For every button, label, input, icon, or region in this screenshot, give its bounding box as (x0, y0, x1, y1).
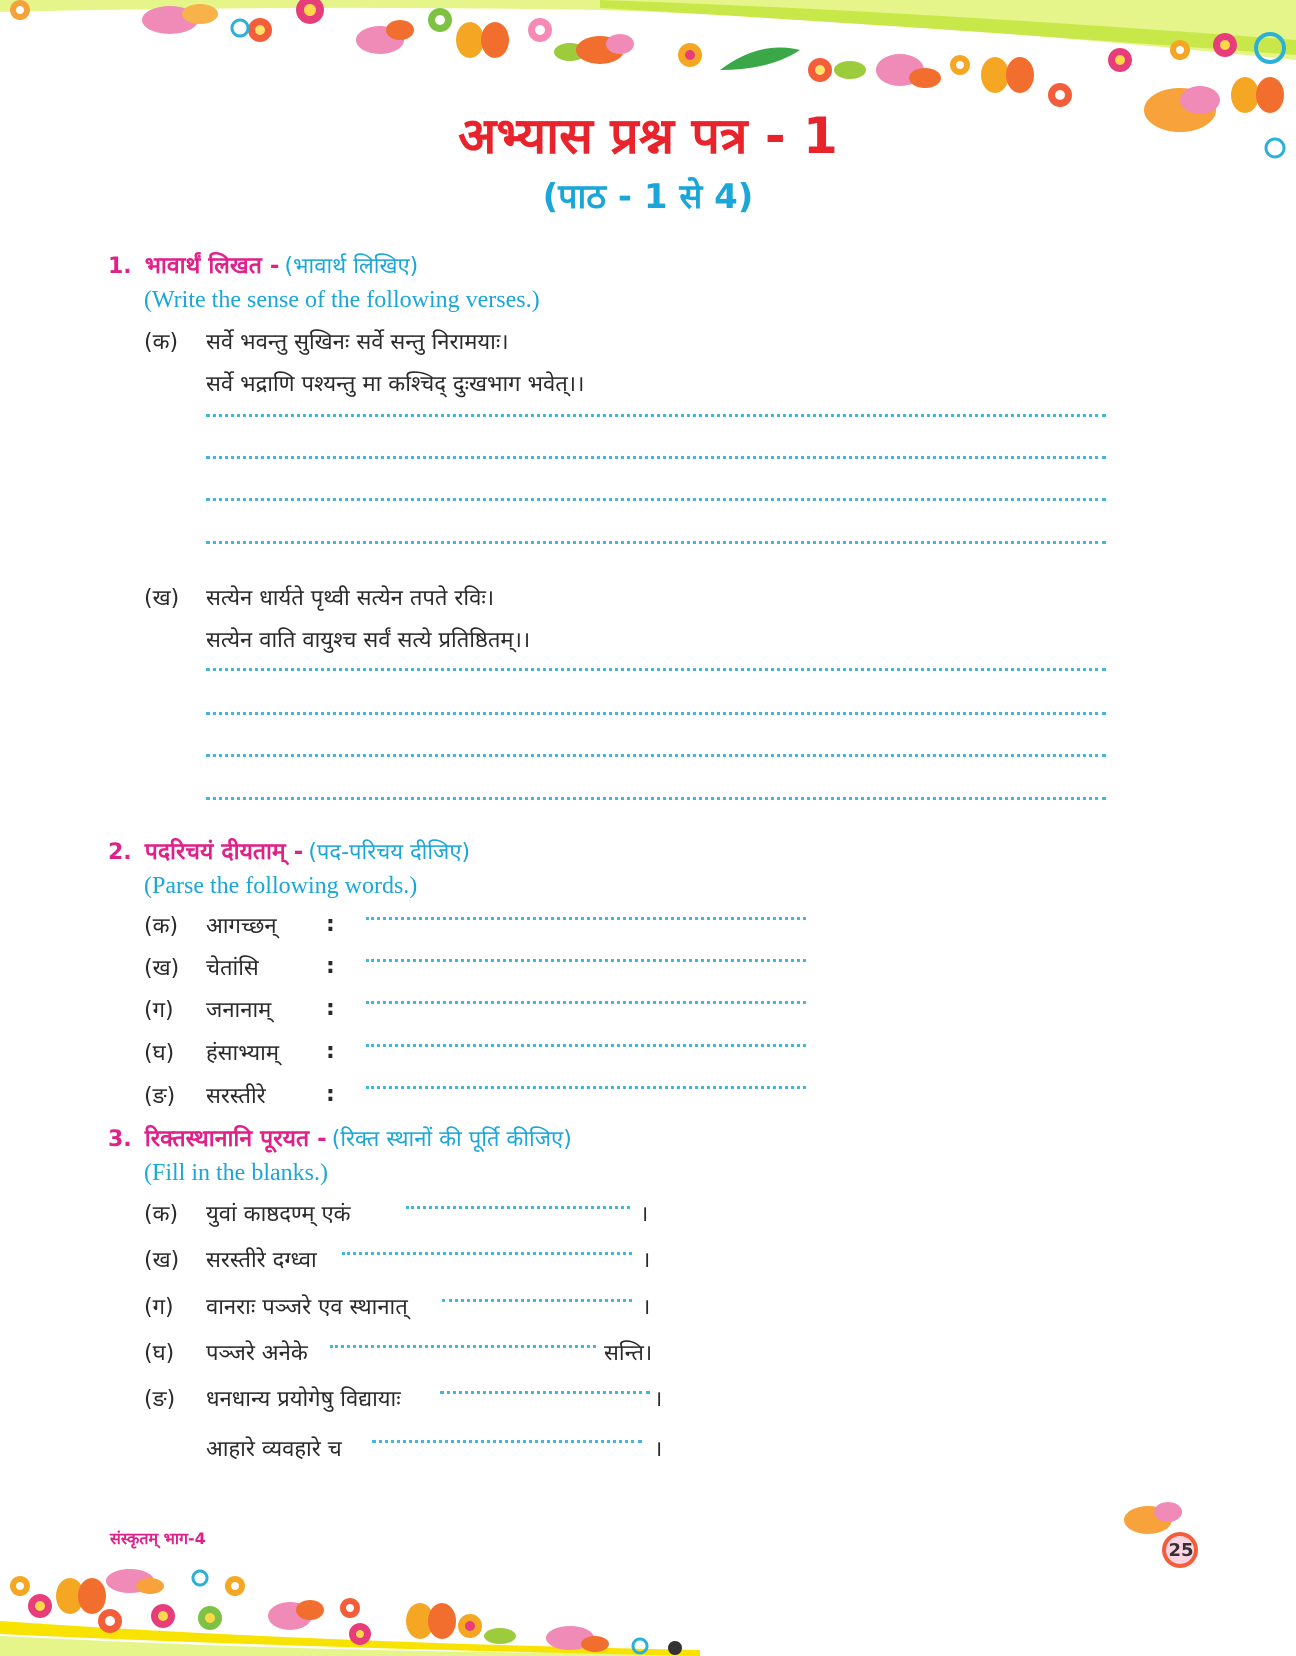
flower-icon (458, 1614, 482, 1638)
colon: : (326, 1082, 335, 1107)
flower-icon (668, 1641, 682, 1655)
flower-icon (808, 58, 832, 82)
butterfly-icon (456, 22, 509, 58)
page-title: अभ्यास प्रश्न पत्र - 1 (458, 107, 838, 165)
flower-icon (151, 1604, 175, 1628)
parse-word: आगच्छन् (206, 914, 277, 939)
item-label: (घ) (144, 1041, 175, 1066)
question-hindi: (रिक्त स्थानों की पूर्ति कीजिए) (331, 1127, 572, 1152)
parse-word: चेतांसि (206, 956, 259, 981)
flower-icon (528, 18, 552, 42)
blank-sentence: वानराः पञ्जरे एव स्थानात् (206, 1295, 408, 1320)
parse-word: हंसाभ्याम् (206, 1041, 280, 1066)
sentence-end: । (654, 1437, 663, 1462)
question-english: (Fill in the blanks.) (144, 1160, 328, 1186)
parse-word: सरस्तीरे (206, 1084, 266, 1109)
blank-line[interactable] (330, 1345, 596, 1348)
sentence-end: । (642, 1248, 651, 1273)
flower-icon (248, 18, 272, 42)
flower-icon (1213, 33, 1237, 57)
flower-icon (10, 0, 30, 20)
butterfly-icon (356, 20, 414, 54)
parse-word: जनानाम् (206, 998, 272, 1023)
flower-icon (678, 43, 702, 67)
flower-icon (1108, 48, 1132, 72)
flower-icon (198, 1606, 222, 1630)
answer-line[interactable] (206, 456, 1106, 459)
page-number: 25 (1168, 1540, 1194, 1561)
answer-line[interactable] (366, 1086, 806, 1089)
answer-line[interactable] (206, 754, 1106, 757)
colon: : (326, 1039, 335, 1064)
item-label: (ङ) (144, 1387, 176, 1412)
blank-line[interactable] (442, 1299, 632, 1302)
question-heading: रिक्तस्थानानि पूरयत - (144, 1126, 327, 1152)
blank-line[interactable] (406, 1206, 630, 1209)
sentence-end: । (654, 1387, 663, 1412)
question-number: 3. (108, 1127, 132, 1152)
flower-icon (950, 55, 970, 75)
question-2-header (108, 834, 470, 866)
question-english: (Write the sense of the following verses.) (144, 287, 540, 313)
flower-icon (1170, 40, 1190, 60)
blank-sentence: आहारे व्यवहारे च (206, 1437, 342, 1462)
question-hindi: (पद-परिचय दीजिए) (308, 840, 471, 865)
flower-icon (428, 8, 452, 32)
sentence-end: सन्ति। (604, 1341, 653, 1366)
leaf-icon (834, 61, 866, 79)
question-heading: पदरिचयं दीयताम् - (144, 839, 304, 865)
bottom-floral-border (0, 1566, 1296, 1656)
colon: : (326, 954, 335, 979)
flower-icon (349, 1623, 371, 1645)
verse-line: सर्वे भवन्तु सुखिनः सर्वे सन्तु निरामयाः। (206, 330, 509, 355)
colon: : (326, 996, 335, 1021)
swirl-icon (193, 1571, 207, 1585)
page-subtitle: (पाठ - 1 से 4) (542, 177, 754, 217)
answer-line[interactable] (206, 668, 1106, 671)
item-label: (ख) (144, 956, 180, 981)
verse-line: सत्येन वाति वायुश्च सर्वं सत्ये प्रतिष्ठितम्।। (206, 628, 531, 653)
butterfly-icon (56, 1578, 106, 1614)
book-footer: संस्कृतम् भाग-4 (110, 1529, 206, 1548)
butterfly-icon (268, 1600, 324, 1630)
butterfly-icon (406, 1603, 456, 1639)
leaf-icon (720, 48, 800, 71)
answer-line[interactable] (206, 712, 1106, 715)
question-1-header (108, 248, 418, 280)
question-3-header (108, 1121, 572, 1153)
flower-icon (10, 1576, 30, 1596)
item-label: (ङ) (144, 1084, 176, 1109)
question-english: (Parse the following words.) (144, 873, 418, 899)
blank-line[interactable] (440, 1391, 650, 1394)
question-hindi: (भावार्थ लिखिए) (284, 254, 419, 279)
item-label: (घ) (144, 1341, 175, 1366)
item-label: (क) (144, 330, 179, 355)
answer-line[interactable] (206, 797, 1106, 800)
item-label: (ग) (144, 1295, 174, 1320)
answer-line[interactable] (366, 959, 806, 962)
flower-icon (340, 1598, 360, 1618)
answer-line[interactable] (206, 541, 1106, 544)
blank-line[interactable] (372, 1440, 642, 1443)
item-label: (ख) (144, 1248, 180, 1273)
flower-icon (296, 0, 324, 24)
question-heading: भावार्थं लिखत - (144, 253, 280, 279)
blank-line[interactable] (342, 1252, 632, 1255)
question-number: 1. (108, 254, 132, 279)
butterfly-icon (876, 54, 941, 88)
colon: : (326, 912, 335, 937)
sentence-end: । (642, 1295, 651, 1320)
blank-sentence: पञ्जरे अनेके (206, 1341, 308, 1366)
blank-sentence: युवां काष्ठदण्म् एकं (206, 1202, 351, 1227)
question-number: 2. (108, 840, 132, 865)
butterfly-icon (106, 1569, 164, 1594)
blank-sentence: धनधान्य प्रयोगेषु विद्यायाः (206, 1387, 401, 1412)
verse-line: सत्येन धार्यते पृथ्वी सत्येन तपते रविः। (206, 586, 495, 611)
leaf-icon (484, 1628, 516, 1644)
butterfly-icon (981, 57, 1034, 93)
flower-icon (225, 1576, 245, 1596)
butterfly-icon (576, 34, 634, 64)
item-label: (क) (144, 914, 179, 939)
item-label: (क) (144, 1202, 179, 1227)
swirl-icon (232, 20, 248, 36)
blank-sentence: सरस्तीरे दग्ध्वा (206, 1248, 317, 1273)
answer-line[interactable] (366, 1001, 806, 1004)
item-label: (ख) (144, 586, 180, 611)
flower-icon (28, 1594, 52, 1618)
answer-line[interactable] (366, 917, 806, 920)
answer-line[interactable] (206, 414, 1106, 417)
flower-icon (98, 1609, 122, 1633)
verse-line: सर्वे भद्राणि पश्यन्तु मा कश्चिद् दुःखभाग भवेत्।। (206, 372, 585, 397)
item-label: (ग) (144, 998, 174, 1023)
answer-line[interactable] (206, 498, 1106, 501)
answer-line[interactable] (366, 1044, 806, 1047)
sentence-end: । (640, 1202, 649, 1227)
